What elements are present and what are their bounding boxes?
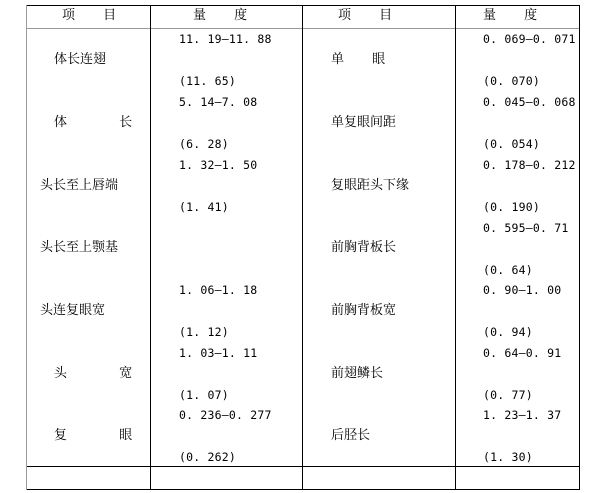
right-row-range: 0. 045—0. 068 (483, 95, 576, 109)
left-row-mean: (11. 65) (179, 74, 236, 88)
left-row-name: 体 长 (54, 115, 157, 130)
left-row-mean: (6. 28) (179, 137, 229, 151)
left-row-mean: (1. 12) (179, 325, 229, 339)
left-border (26, 5, 27, 490)
left-row-name: 体长连翅 (54, 52, 107, 67)
left-row-range: 1. 06—1. 18 (179, 283, 258, 297)
col-divider-1 (150, 5, 151, 490)
left-row-mean: (0. 262) (179, 450, 236, 464)
right-row-name: 单复眼间距 (331, 115, 397, 130)
left-row-range: 0. 236—0. 277 (179, 408, 272, 422)
right-row-mean: (0. 77) (483, 388, 533, 402)
left-row-name: 头长至上颚基 (40, 240, 119, 255)
right-row-mean: (1. 30) (483, 450, 533, 464)
right-row-name: 复眼距头下缘 (331, 178, 410, 193)
right-row-name: 单 眼 (331, 52, 398, 67)
right-row-mean: (0. 070) (483, 74, 540, 88)
left-row-mean: (1. 41) (179, 200, 229, 214)
right-row-mean: (0. 054) (483, 137, 540, 151)
right-row-range: 0. 178—0. 212 (483, 158, 576, 172)
left-row-name: 复 眼 (54, 428, 157, 443)
header-measure-right: 量 度 (483, 8, 550, 23)
left-row-range: 5. 14—7. 08 (179, 95, 258, 109)
right-row-range: 0. 595—0. 71 (483, 221, 569, 235)
right-row-name: 后胫长 (331, 428, 371, 443)
left-row-range: 1. 03—1. 11 (179, 346, 258, 360)
right-row-range: 0. 64—0. 91 (483, 346, 562, 360)
left-row-mean: (1. 07) (179, 388, 229, 402)
header-item-right: 项 目 (338, 8, 405, 23)
header-measure-left: 量 度 (193, 8, 260, 23)
col-divider-3 (455, 5, 456, 490)
header-item-left: 项 目 (62, 8, 129, 23)
right-row-range: 1. 23—1. 37 (483, 408, 562, 422)
right-row-range: 0. 069—0. 071 (483, 32, 576, 46)
col-divider-2 (302, 5, 303, 490)
right-border (579, 5, 580, 490)
left-row-name: 头长至上唇端 (40, 178, 119, 193)
right-row-mean: (0. 64) (483, 263, 533, 277)
left-row-range: 11. 19—11. 88 (179, 32, 272, 46)
right-row-mean: (0. 94) (483, 325, 533, 339)
right-row-range: 0. 90—1. 00 (483, 283, 562, 297)
left-row-name: 头连复眼宽 (40, 303, 106, 318)
right-row-mean: (0. 190) (483, 200, 540, 214)
left-row-name: 头 宽 (54, 366, 157, 381)
left-row-range: 1. 32—1. 50 (179, 158, 258, 172)
right-row-name: 前胸背板宽 (331, 303, 397, 318)
right-row-name: 前翅鳞长 (331, 366, 384, 381)
right-row-name: 前胸背板长 (331, 240, 397, 255)
bottom-cell-left-inner (150, 466, 302, 467)
